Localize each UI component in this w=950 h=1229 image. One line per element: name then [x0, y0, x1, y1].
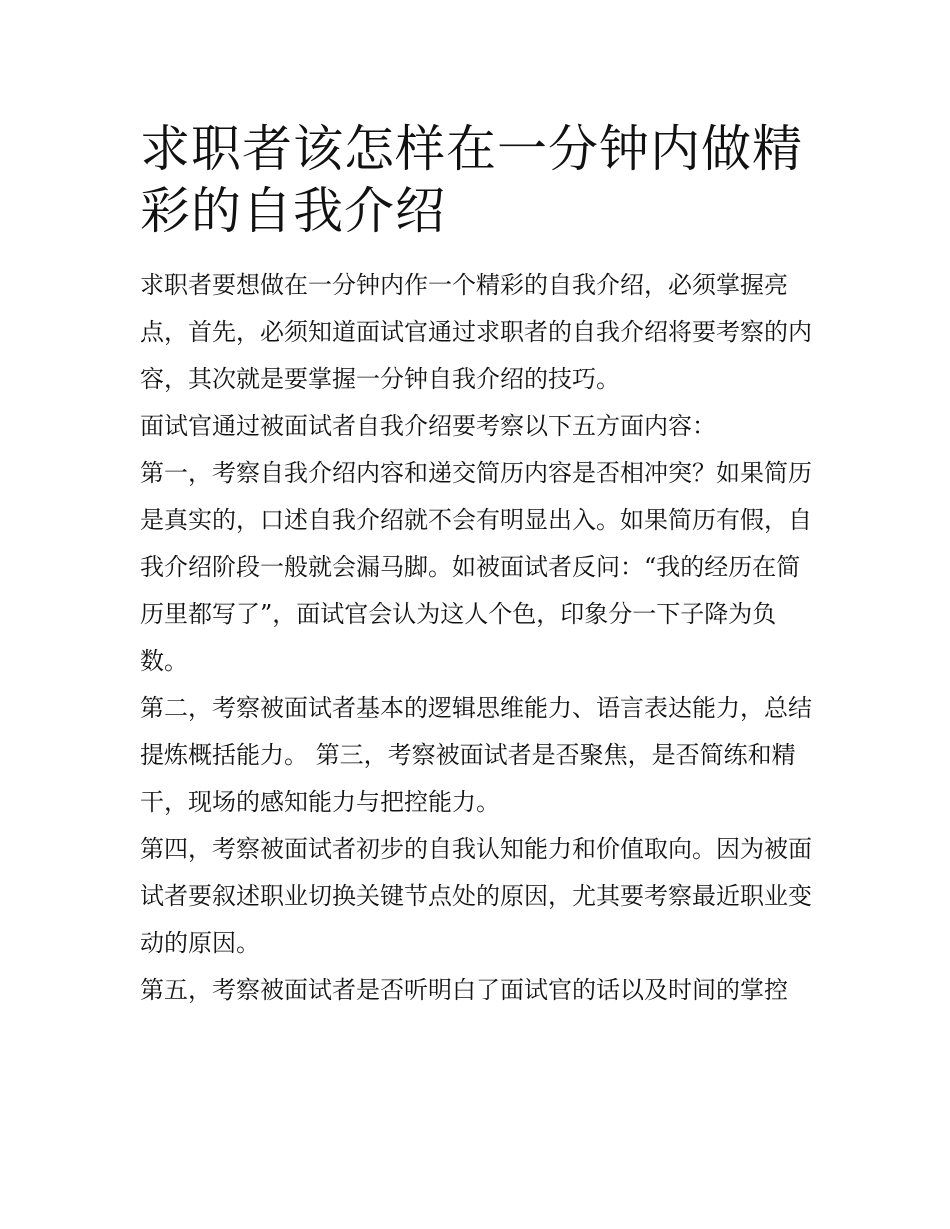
paragraph-overview: 面试官通过被面试者自我介绍要考察以下五方面内容： — [140, 412, 716, 441]
document-title: 求职者该怎样在一分钟内做精彩的自我介绍 — [140, 120, 803, 240]
paragraph-intro: 求职者要想做在一分钟内作一个精彩的自我介绍，必须掌握亮点，首先，必须知道面试官通过求职者的自我介绍将要考察的内容，其次就是要掌握一分钟自我介绍的技巧。 — [140, 271, 812, 394]
paragraph-point-one: 第一，考察自我介绍内容和递交简历内容是否相冲突？如果简历是真实的，口述自我介绍就不会有明显出入。如果简历有假，自我介绍阶段一般就会漏马脚。如被面试者反问：“我的经历在简历里都写了”，面试官会认为这人个色，印象分一下子降为负数。 — [140, 459, 812, 676]
paragraph-point-four: 第四，考察被面试者初步的自我认知能力和价值取向。因为被面试者要叙述职业切换关键节点处的原因，尤其要考察最近职业变动的原因。 — [140, 835, 812, 958]
paragraph-point-five: 第五，考察被面试者是否听明白了面试官的话以及时间的掌控 — [140, 976, 788, 1005]
document-body — [140, 118, 815, 1015]
paragraph-point-two-three: 第二，考察被面试者基本的逻辑思维能力、语言表达能力，总结提炼概括能力。 第三，考察被面试者是否聚焦，是否简练和精干，现场的感知能力与把控能力。 — [140, 694, 812, 817]
title-spacing — [140, 242, 815, 262]
